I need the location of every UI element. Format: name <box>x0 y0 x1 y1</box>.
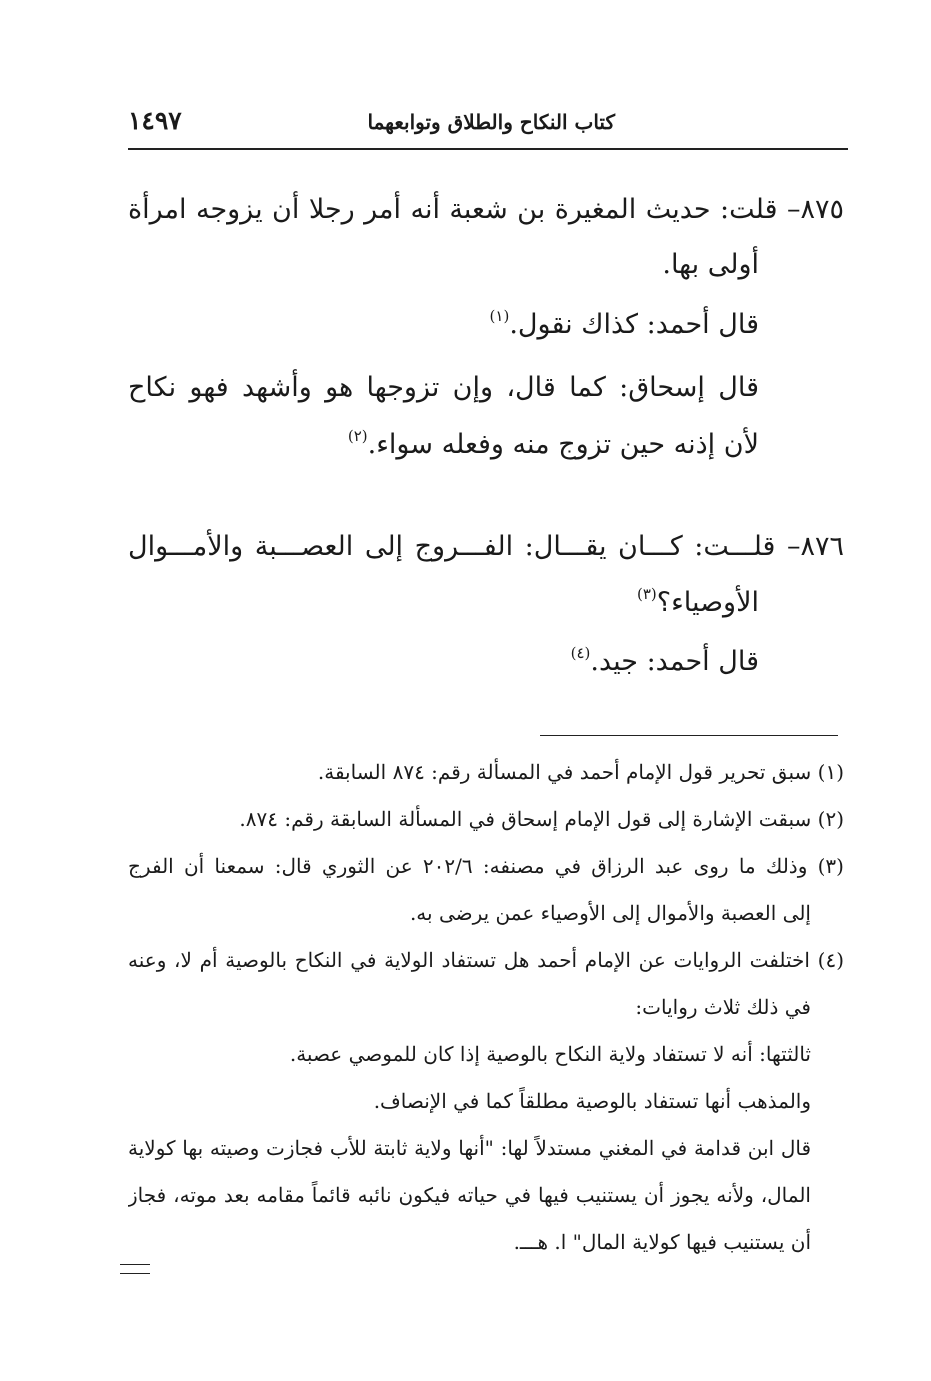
footnote-ref-1: (١) <box>489 307 510 325</box>
page-number: ١٤٩٧ <box>128 106 182 135</box>
footnote-ref-2: (٢) <box>347 427 368 445</box>
ishaq-answer-text: لأن إذنه حين تزوج منه وفعله سواء. <box>367 429 759 460</box>
ahmad-answer-876-text: قال أحمد: جيد. <box>590 646 759 677</box>
ishaq-answer-line-1: قال إسحاق: كما قال، وإن تزوجها هو وأشهد فهو نكاح <box>128 372 759 403</box>
question-876-line-2 <box>637 583 759 623</box>
question-875-line-2: أولى بها. <box>662 249 759 280</box>
question-875-line-1: ٨٧٥– قلت: حديث المغيرة بن شعبة أنه أمر رجلا أن يزوجه امرأة <box>128 194 844 225</box>
page-end-mark <box>120 1264 150 1274</box>
footnote-4-line-4: والمذهب أنها تستفاد بالوصية مطلقاً كما في الإنصاف. <box>373 1089 811 1113</box>
footnote-4-line-1: (٤) اختلفت الروايات عن الإمام أحمد هل تستفاد الولاية في النكاح بالوصية أم لا، وعنه <box>128 948 844 972</box>
footnote-separator <box>540 735 838 736</box>
question-876-line-1: ٨٧٦– قلـــت: كـــان يقـــال: الفـــروج إلى العصـــبة والأمـــوال <box>128 531 844 562</box>
ahmad-answer-text: قال أحمد: كذاك نقول. <box>509 309 759 340</box>
footnote-4-line-2: في ذلك ثلاث روايات: <box>635 995 811 1019</box>
page-header <box>128 98 850 142</box>
footnote-3-line-1: (٣) وذلك ما روى عبد الرزاق في مصنفه: ٢٠٢/٦ عن الثوري قال: سمعنا أن الفرج <box>128 854 844 878</box>
footnote-4-line-7: أن يستنيب فيها كولاية المال" ا. هـــ. <box>513 1230 811 1254</box>
footnote-4-line-6: المال، ولأنه يجوز أن يستنيب فيها في حياته فيكون نائبه قائماً مقامه بعد موته، فجاز <box>128 1183 811 1207</box>
footnote-4-line-5: قال ابن قدامة في المغني مستدلاً لها: "أنها ولاية ثابتة للأب فجازت وصيته بها كولاية <box>128 1136 811 1160</box>
footnote-ref-4: (٤) <box>570 644 591 662</box>
ahmad-answer-876 <box>571 642 759 682</box>
ahmad-answer-875 <box>490 305 759 345</box>
ishaq-answer-line-2 <box>348 425 759 465</box>
header-rule <box>128 148 848 150</box>
question-876-text: الأوصياء؟ <box>656 587 759 618</box>
running-title: كتاب النكاح والطلاق وتوابعهما <box>367 110 615 134</box>
footnote-3-line-2: إلى العصبة والأموال إلى الأوصياء عمن يرضى به. <box>409 901 811 925</box>
footnote-2: (٢) سبقت الإشارة إلى قول الإمام إسحاق في المسألة السابقة رقم: ٨٧٤. <box>239 807 844 831</box>
footnote-ref-3: (٣) <box>636 585 657 603</box>
footnote-4-line-3: ثالثتها: أنه لا تستفاد ولاية النكاح بالوصية إذا كان للموصي عصبة. <box>289 1042 811 1066</box>
footnote-1: (١) سبق تحرير قول الإمام أحمد في المسألة رقم: ٨٧٤ السابقة. <box>317 760 844 784</box>
